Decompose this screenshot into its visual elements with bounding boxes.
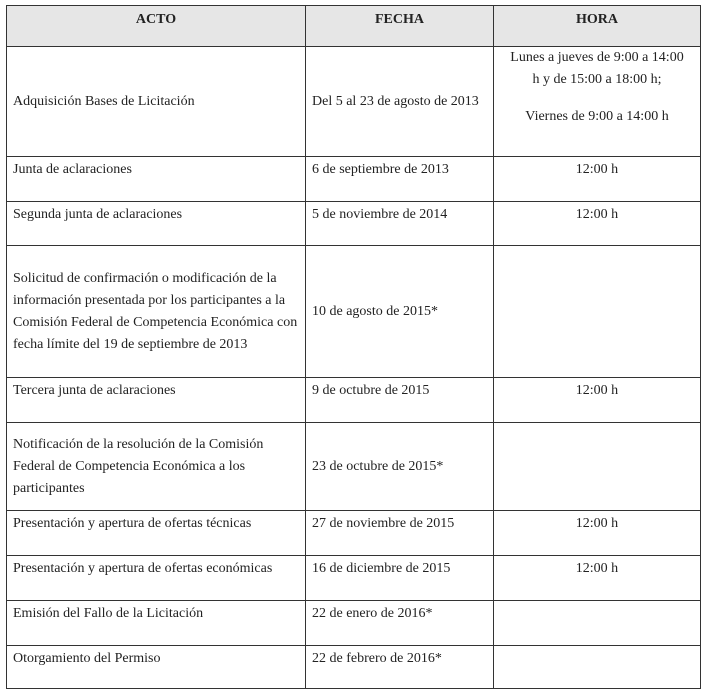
cell-acto: Emisión del Fallo de la Licitación — [7, 601, 306, 646]
cell-fecha: 23 de octubre de 2015* — [306, 423, 494, 511]
cell-acto: Segunda junta de aclaraciones — [7, 202, 306, 246]
cell-fecha: 9 de octubre de 2015 — [306, 378, 494, 423]
cell-hora — [494, 246, 701, 378]
cell-fecha: 10 de agosto de 2015* — [306, 246, 494, 378]
cell-acto: Adquisición Bases de Licitación — [7, 47, 306, 157]
cell-fecha: Del 5 al 23 de agosto de 2013 — [306, 47, 494, 157]
cell-fecha: 22 de enero de 2016* — [306, 601, 494, 646]
hora-line: Lunes a jueves de 9:00 a 14:00 — [510, 50, 684, 65]
cell-hora: 12:00 h — [494, 202, 701, 246]
cell-fecha: 22 de febrero de 2016* — [306, 646, 494, 689]
table-row — [7, 601, 701, 646]
table-row — [7, 556, 701, 601]
cell-acto: Otorgamiento del Permiso — [7, 646, 306, 689]
schedule-table — [6, 5, 701, 689]
table-row — [7, 378, 701, 423]
cell-hora — [494, 646, 701, 689]
cell-acto: Presentación y apertura de ofertas económicas — [7, 556, 306, 601]
table-row — [7, 423, 701, 511]
table-row — [7, 511, 701, 556]
cell-acto: Notificación de la resolución de la Comisión Federal de Competencia Económica a los participantes — [7, 423, 306, 511]
cell-hora — [494, 601, 701, 646]
cell-fecha: 27 de noviembre de 2015 — [306, 511, 494, 556]
cell-acto: Presentación y apertura de ofertas técnicas — [7, 511, 306, 556]
cell-hora: 12:00 h — [494, 556, 701, 601]
header-hora: HORA — [494, 6, 701, 47]
cell-acto: Solicitud de confirmación o modificación de la información presentada por los participantes a la Comisión Federal de Competencia Económica con fecha límite del 19 de septiembre de 2013 — [7, 246, 306, 378]
cell-fecha: 16 de diciembre de 2015 — [306, 556, 494, 601]
cell-hora: 12:00 h — [494, 511, 701, 556]
table-row — [7, 246, 701, 378]
cell-acto: Junta de aclaraciones — [7, 157, 306, 202]
table-row — [7, 157, 701, 202]
table-row — [7, 47, 701, 157]
cell-hora — [494, 423, 701, 511]
header-acto: ACTO — [7, 6, 306, 47]
cell-fecha: 5 de noviembre de 2014 — [306, 202, 494, 246]
cell-hora — [494, 47, 701, 157]
cell-acto: Tercera junta de aclaraciones — [7, 378, 306, 423]
header-row — [7, 6, 701, 47]
table-row — [7, 646, 701, 689]
hora-line: Viernes de 9:00 a 14:00 h — [525, 109, 669, 124]
cell-hora: 12:00 h — [494, 157, 701, 202]
hora-line: h y de 15:00 a 18:00 h; — [532, 72, 662, 87]
cell-hora: 12:00 h — [494, 378, 701, 423]
table-row — [7, 202, 701, 246]
cell-fecha: 6 de septiembre de 2013 — [306, 157, 494, 202]
header-fecha: FECHA — [306, 6, 494, 47]
